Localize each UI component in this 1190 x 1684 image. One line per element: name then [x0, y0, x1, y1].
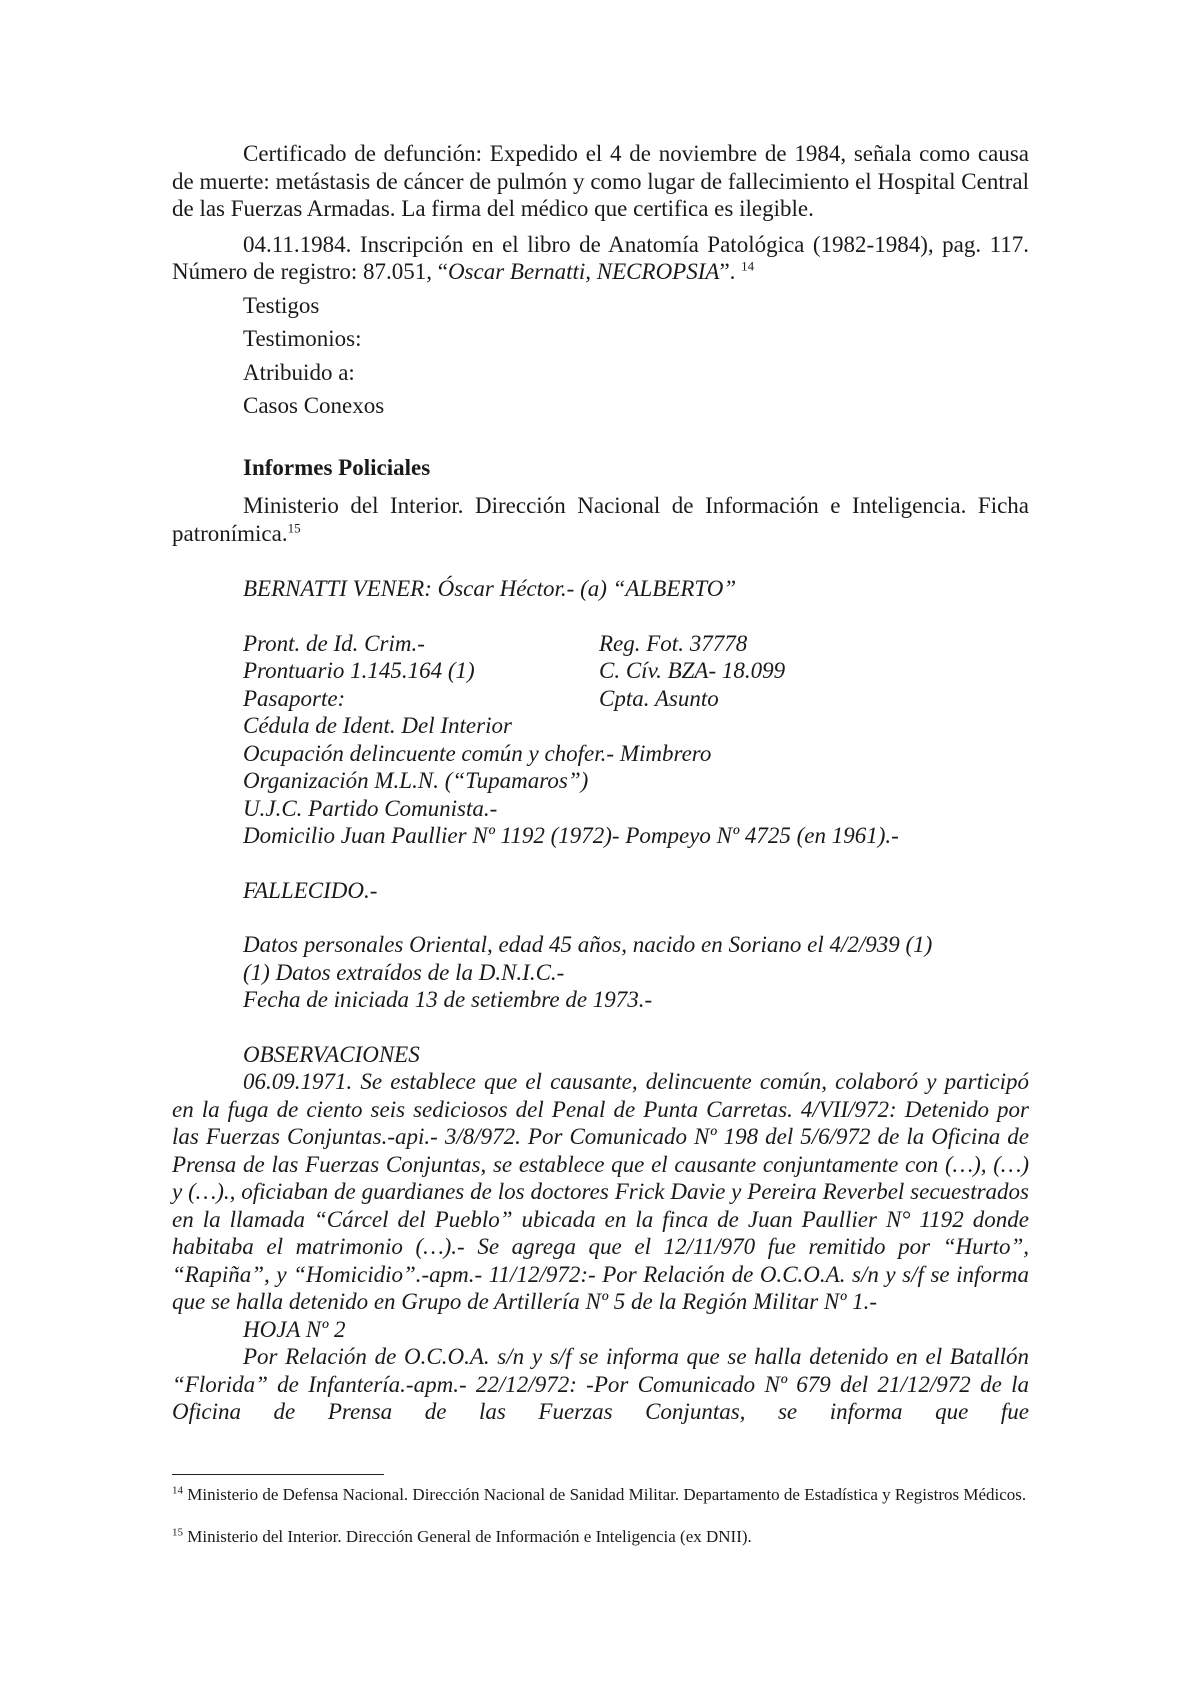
label-testimonios: Testimonios: — [243, 326, 362, 351]
footnote-ref-15[interactable]: 15 — [287, 519, 301, 535]
death-certificate-paragraph: Certificado de defunción: Expedido el 4 de noviembre de 1984, señala como causa de muerte: metástasis de cáncer de pulmón y como lugar de fallecimiento el Hospital Central de las Fuerzas Armadas. La firma del médico que certifica es ilegible. — [172, 141, 1029, 221]
ficha-id-grid — [172, 630, 1029, 713]
ficha-row: Pront. de Id. Crim.- Reg. Fot. 37778 — [243, 630, 748, 656]
label-casos-conexos: Casos Conexos — [243, 393, 385, 418]
section-heading: Informes Policiales — [243, 454, 431, 480]
fallecido-label: FALLECIDO.- — [243, 877, 378, 903]
footnote-14: $^{14}$ Ministerio de Defensa Nacional. Dirección Nacional de Sanidad Militar. Departamento de Estadística y Registros Médicos. — [172, 1484, 1027, 1504]
footnote-15: $^{15}$ Ministerio del Interior. Dirección General de Información e Inteligencia (ex DNII). — [172, 1526, 752, 1546]
label-testigos: Testigos — [243, 292, 320, 318]
ficha-name: BERNATTI VENER: Óscar Héctor.- (a) “ALBERTO” — [243, 576, 737, 601]
ficha-row: Prontuario 1.145.164 (1) C. Cív. BZA- 18.099 — [243, 658, 786, 683]
ministry-paragraph: Ministerio del Interior. Dirección Nacional de Información e Inteligencia. Ficha patronímica.$^{15}$ — [172, 493, 1029, 546]
footnote-separator — [172, 1474, 384, 1475]
observaciones-heading: OBSERVACIONES — [243, 1041, 420, 1067]
footnote-ref-14[interactable]: 14 — [741, 258, 755, 274]
ficha-line: Organización M.L.N. (“Tupamaros”) — [243, 768, 589, 793]
registry-paragraph: 04.11.1984. Inscripción en el libro de Anatomía Patológica (1982-1984), pag. 117. Número de registro: 87.051, “Oscar Bernatti, NECROPSIA”. $^{14}$ — [172, 231, 1029, 284]
hoja-text: Por Relación de O.C.O.A. s/n y s/f se informa que se halla detenido en el Batallón “Florida” de Infantería.-apm.- 22/12/972: -Por Comunicado Nº 679 del 21/12/972 de la Oficina de Prensa de las Fuerzas Conjuntas, se informa que fue — [172, 1344, 1029, 1424]
datos-line: (1) Datos extraídos de la D.N.I.C.- — [243, 959, 565, 985]
body-text — [172, 140, 1029, 1426]
label-atribuido: Atribuido a: — [243, 359, 355, 385]
ficha-row: Pasaporte: Cpta. Asunto — [243, 685, 719, 711]
datos-line: Datos personales Oriental, edad 45 años, nacido en Soriano el 4/2/939 (1) — [243, 932, 933, 957]
hoja-label: HOJA Nº 2 — [243, 1316, 346, 1342]
ficha-line: Domicilio Juan Paullier Nº 1192 (1972)- Pompeyo Nº 4725 (en 1961).- — [243, 823, 899, 848]
datos-line: Fecha de iniciada 13 de setiembre de 1973.- — [243, 987, 653, 1012]
ficha-line: Ocupación delincuente común y chofer.- Mimbrero — [243, 740, 712, 766]
ficha-line: Cédula de Ident. Del Interior — [243, 713, 512, 738]
ficha-line: U.J.C. Partido Comunista.- — [243, 795, 498, 821]
observaciones-text: 06.09.1971. Se establece que el causante, delincuente común, colaboró y participó en la fuga de ciento seis sediciosos del Penal de Punta Carretas. 4/VII/972: Detenido por las Fuerzas Conjuntas.-api.- 3/8/972. Por Comunicado Nº 198 del 5/6/972 de la Oficina de Prensa de las Fuerzas Conjuntas, se establece que el causante conjuntamente con (…), (…) y (…)., oficiaban de guardianes de los doctores Frick Davie y Pereira Reverbel secuestrados en la llamada “Cárcel del Pueblo” ubicada en la finca de Juan Paullier N° 1192 donde habitaba el matrimonio (…).- Se agrega que el 12/11/970 fue remitido por “Hurto”, “Rapiña”, y “Homicidio”.-apm.- 11/12/972:- Por Relación de O.C.O.A. s/n y s/f se informa que se halla detenido en Grupo de Artillería Nº 5 de la Región Militar Nº 1.- — [172, 1069, 1029, 1314]
